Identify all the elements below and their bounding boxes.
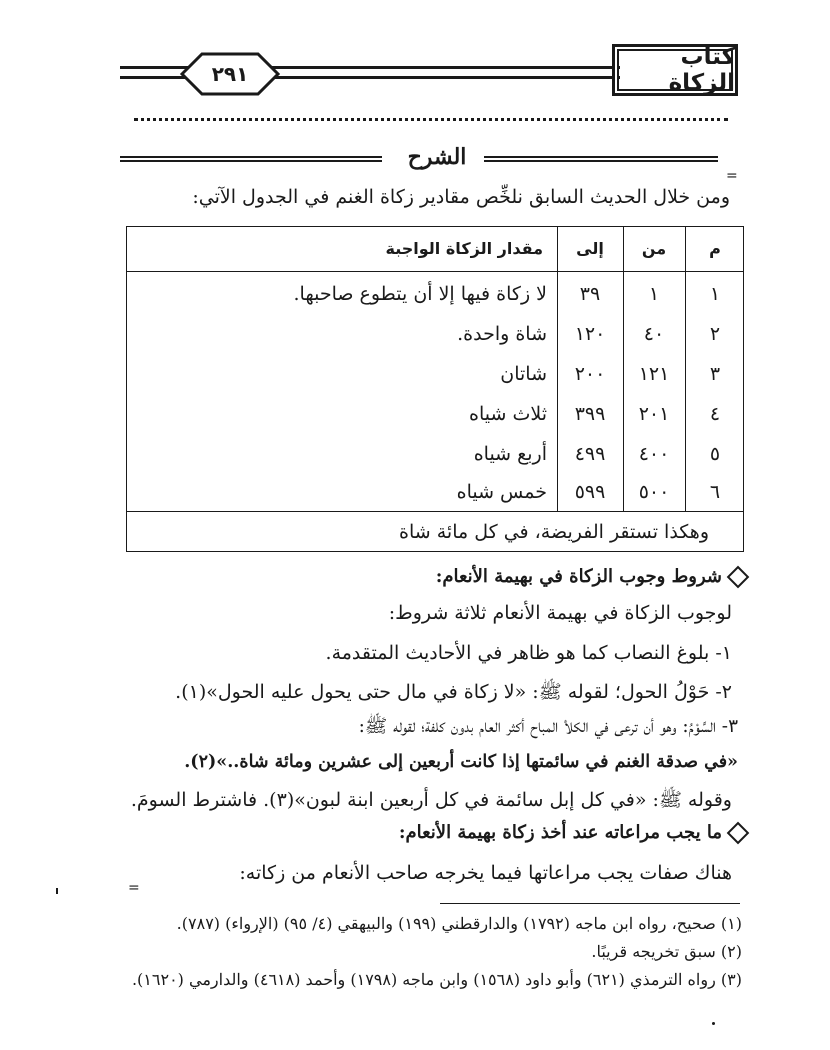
page-number-text: ٢٩١ [211, 62, 249, 86]
conditions-line: «في صدقة الغنم في سائمتها إذا كانت أربعين إلى عشرين ومائة شاة..»(٢). [184, 752, 738, 772]
conditions-line: ٣- السَّوْمُ: وهو أن ترعى في الكلأ المباح أكثر العام بدون كلفة؛ لقوله ﷺ: [358, 716, 738, 737]
header-from: من [641, 239, 667, 258]
row-to: ٥٩٩ [574, 481, 606, 503]
row-to: ٢٠٠ [574, 363, 606, 385]
row-to: ٤٩٩ [574, 443, 606, 465]
conditions-line: وقوله ﷺ: «في كل إبل سائمة في كل أربعين ابنة لبون»(٣). فاشترط السومَ. [130, 789, 732, 811]
row-amount: خمس شياه [456, 481, 547, 503]
header-amount: مقدار الزكاة الواجبة [385, 239, 543, 258]
row-num: ٣ [709, 363, 721, 385]
row-from: ١ [648, 283, 660, 305]
row-amount: شاة واحدة. [457, 323, 547, 345]
margin-mark: = [128, 880, 140, 896]
footnote-rule [440, 903, 740, 904]
observe-heading-text: ما يجب مراعاته عند أخذ زكاة بهيمة الأنعام: [398, 822, 722, 843]
row-from: ٤٠٠ [638, 443, 670, 465]
bullet-icon [727, 822, 750, 845]
header-to: إلى [576, 239, 604, 258]
row-from: ١٢١ [638, 363, 670, 385]
row-from: ٥٠٠ [638, 481, 670, 503]
conditions-line: ١- بلوغ النصاب كما هو ظاهر في الأحاديث المتقدمة. [325, 642, 732, 664]
row-amount: ثلاث شياه [469, 403, 547, 425]
conditions-heading [436, 566, 746, 587]
conditions-line: لوجوب الزكاة في بهيمة الأنعام ثلاثة شروط: [388, 602, 732, 624]
header-num: م [709, 239, 721, 258]
section-rule-right [484, 156, 718, 162]
row-to: ٣٩ [579, 283, 601, 305]
row-num: ٢ [709, 323, 721, 345]
footer-divider [127, 511, 743, 512]
row-to: ٣٩٩ [574, 403, 606, 425]
row-from: ٢٠١ [638, 403, 670, 425]
section-rule-left [120, 156, 382, 162]
row-num: ١ [709, 283, 721, 305]
row-num: ٤ [709, 403, 721, 425]
bullet-icon [727, 566, 750, 589]
row-num: ٥ [709, 443, 721, 465]
row-from: ٤٠ [643, 323, 665, 345]
row-amount: شاتان [500, 363, 547, 385]
footnote: (٣) رواه الترمذي (٦٢١) وأبو داود (١٥٦٨) وابن ماجه (١٧٩٨) وأحمد (٤٦١٨) والدارمي (١٦٢٠). [131, 970, 742, 989]
section-title: الشرح [407, 144, 467, 170]
row-amount: أربع شياه [473, 443, 547, 465]
page-dot [712, 1022, 715, 1025]
row-amount: لا زكاة فيها إلا أن يتطوع صاحبها. [293, 283, 547, 305]
dotted-separator [134, 118, 728, 123]
conditions-heading-text: شروط وجوب الزكاة في بهيمة الأنعام: [435, 566, 722, 587]
margin-mark: = [726, 168, 738, 184]
footnote: (٢) سبق تخريجه قريبًا. [591, 942, 742, 961]
row-to: ١٢٠ [574, 323, 606, 345]
book-title: كتاب الزكاة [612, 44, 738, 96]
table-footer: وهكذا تستقر الفريضة، في كل مائة شاة [399, 521, 709, 543]
header-divider [127, 271, 743, 272]
margin-dot [56, 888, 58, 894]
conditions-line: ٢- حَوْلُ الحول؛ لقوله ﷺ: «لا زكاة في مال حتى يحول عليه الحول»(١). [175, 681, 732, 703]
observe-heading [399, 822, 746, 843]
footnote: (١) صحيح، رواه ابن ماجه (١٧٩٢) والدارقطني (١٩٩) والبيهقي (٤/ ٩٥) (الإرواء) (٧٨٧). [176, 914, 742, 933]
observe-line: هناك صفات يجب مراعاتها فيما يخرجه صاحب الأنعام من زكاته: [239, 862, 732, 884]
row-num: ٦ [709, 481, 721, 503]
zakat-table [126, 226, 744, 552]
intro-text: ومن خلال الحديث السابق نلخِّص مقادير زكاة الغنم في الجدول الآتي: [192, 186, 730, 208]
page-number [178, 50, 282, 98]
